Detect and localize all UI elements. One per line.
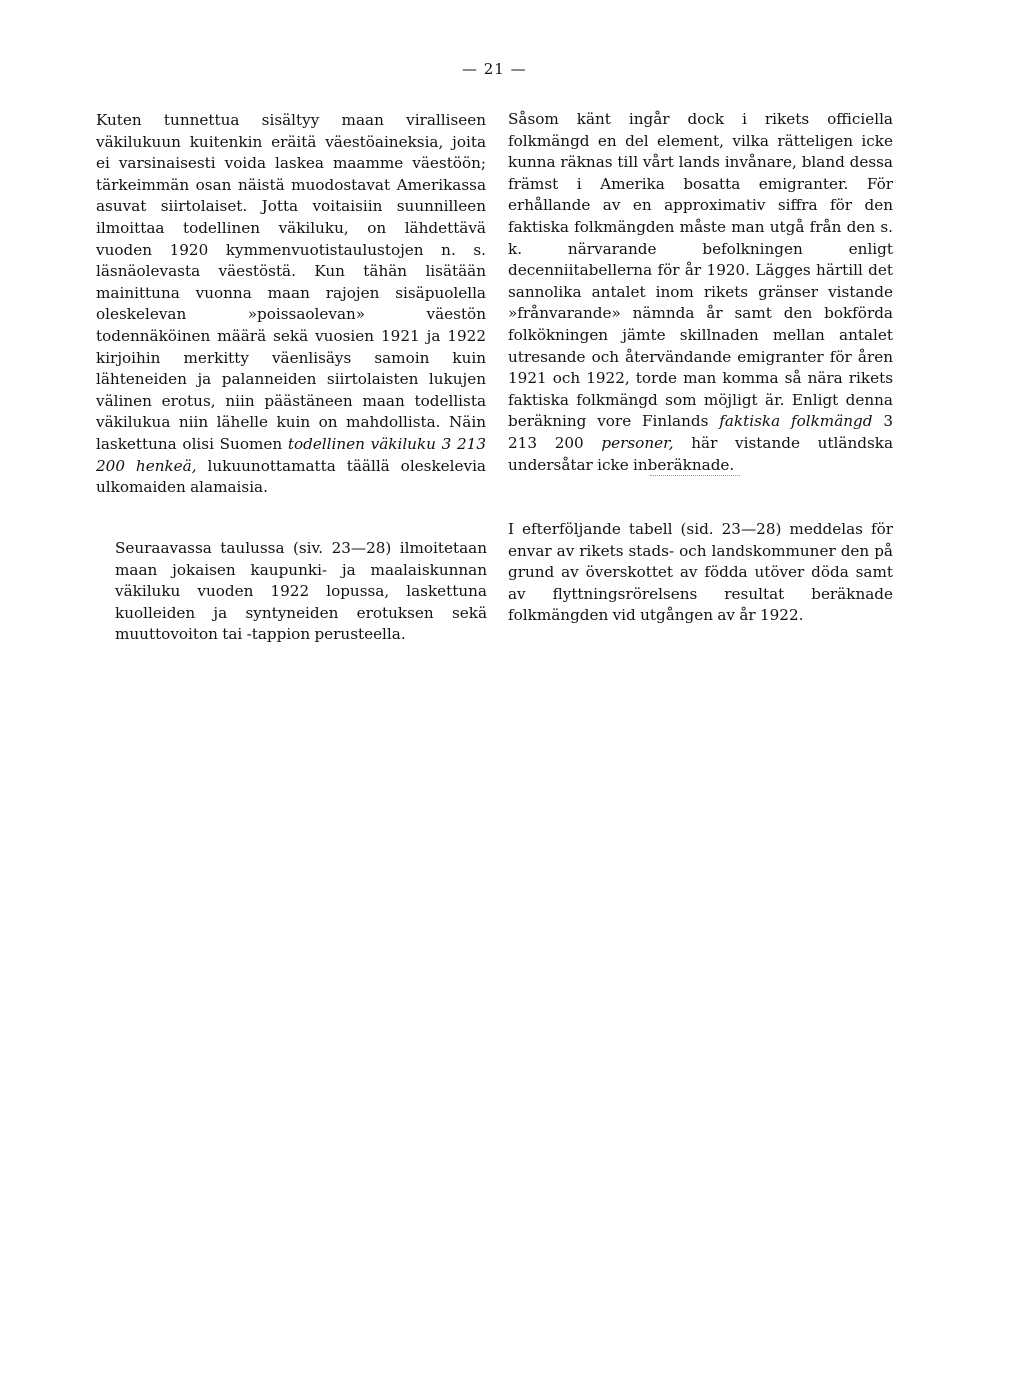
finnish-paragraph-2 (115, 538, 487, 646)
swedish-p1-number: 3 213 200 (508, 412, 893, 452)
swedish-p1-emphasis-2: personer, (601, 433, 674, 452)
swedish-p1-text-end: här vistande utländska undersåtar icke inberäknade. (508, 433, 894, 474)
swedish-paragraph-1 (508, 109, 893, 476)
finnish-p1-emphasis: todellinen väkiluku 3 213 200 henkeä, (96, 434, 486, 475)
finnish-paragraph-1-text (96, 110, 486, 499)
finnish-p1-text-start: Kuten tunnettua sisältyy maan viralliseen väkilukuun kuitenkin eräitä väestöaineksia, joita ei varsinaisesti voida laskea maamme väestöön; tärkeimmän osan näistä muodostavat Amerikassa asuvat siirtolaiset. Jotta voitaisiin suunnilleen ilmoittaa todellinen väkiluku, on lähdettävä vuoden 1920 kymmenvuotistaulustojen n. s. läsnäolevasta väestöstä. Kun tähän lisätään mainittuna vuonna maan rajojen sisäpuolella oleskelevan »poissaolevan» väestön todennäköinen määrä sekä vuosien 1921 ja 1922 kirjoihin merkitty väenlisäys samoin kuin lähteneiden ja palanneiden siirtolaisten lukujen välinen erotus, niin päästäneen maan todellista väkilukua niin lähelle kuin on mahdollista. Näin laskettuna olisi Suomen (96, 111, 486, 453)
swedish-paragraph-2-text: I efterföljande tabell (sid. 23—28) meddelas för envar av rikets stads- och landskommuner den på grund av överskottet av födda utöver döda samt av flyttningsrörelsens resultat beräknade folkmängden vid utgången av år 1922. (508, 520, 893, 625)
swedish-p1-emphasis-1: faktiska folkmängd (719, 412, 873, 431)
finnish-paragraph-1 (96, 110, 486, 499)
swedish-paragraph-1-text (508, 109, 893, 476)
page-number: — 21 — (462, 60, 527, 78)
swedish-paragraph-2 (508, 519, 893, 627)
column-divider (650, 475, 740, 476)
swedish-p1-text-start: Såsom känt ingår dock i rikets officiella folkmängd en del element, vilka rätteligen icke kunna räknas till vårt lands invånare, bland dessa främst i Amerika bosatta emigranter. För erhållande av en approximativ siffra för den faktiska folkmängden måste man utgå från den s. k. närvarande befolkningen enligt decenniitabellerna för år 1920. Lägges härtill det sannolika antalet inom rikets gränser vistande »frånvarande» nämnda år samt den bokförda folkökningen jämte skillnaden mellan antalet utresande och återvändande emigranter för åren 1921 och 1922, torde man komma så nära rikets faktiska folkmängd som möjligt är. Enligt denna beräkning vore Finlands (508, 110, 893, 431)
finnish-p1-text-end: lukuunottamatta täällä oleskelevia ulkomaiden alamaisia. (96, 456, 486, 497)
finnish-paragraph-2-text: Seuraavassa taulussa (siv. 23—28) ilmoitetaan maan jokaisen kaupunki- ja maalaiskunnan väkiluku vuoden 1922 lopussa, laskettuna kuolleiden ja syntyneiden erotuksen sekä muuttovoiton tai -tappion perusteella. (115, 539, 487, 644)
